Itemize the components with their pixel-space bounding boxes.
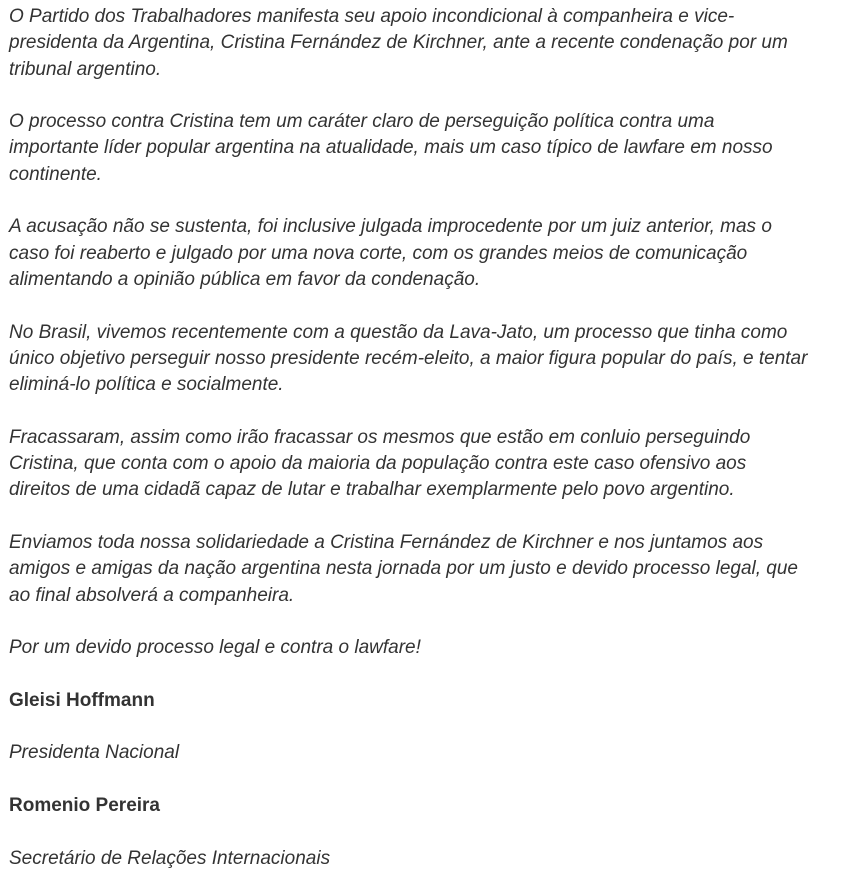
- closing-line: Por um devido processo legal e contra o lawfare!: [9, 637, 421, 659]
- signatory-name: Gleisi Hoffmann: [9, 689, 155, 711]
- paragraph: O Partido dos Trabalhadores manifesta seu apoio incondicional à companheira e vice- presidenta da Argentina, Cristina Fernández de Kirchner, ante a recente condenação por um tribunal argentino.: [9, 6, 788, 80]
- paragraph: No Brasil, vivemos recentemente com a questão da Lava-Jato, um processo que tinha como único objetivo perseguir nosso presidente recém-eleito, a maior figura popular do país, e tentar eliminá-lo política e socialmente.: [9, 321, 808, 396]
- paragraph: A acusação não se sustenta, foi inclusive julgada improcedente por um juiz anterior, mas o caso foi reaberto e julgado por uma nova corte, com os grandes meios de comunicação alimentando a opinião pública em favor da condenação.: [9, 216, 772, 290]
- signatory-name: Romenio Pereira: [9, 794, 160, 816]
- signatory-role: Presidenta Nacional: [9, 742, 180, 764]
- paragraph: O processo contra Cristina tem um caráter claro de perseguição política contra uma importante líder popular argentina na atualidade, mais um caso típico de lawfare em nosso continente.: [9, 111, 773, 185]
- signatory-role: Secretário de Relações Internacionais: [9, 847, 331, 869]
- paragraph: Enviamos toda nossa solidariedade a Cristina Fernández de Kirchner e nos juntamos aos amigos e amigas da nação argentina nesta jornada por um justo e devido processo legal, que ao final absolverá a companheira.: [9, 531, 799, 606]
- paragraph: Fracassaram, assim como irão fracassar os mesmos que estão em conluio perseguindo Cristina, que conta com o apoio da maioria da população contra este caso ofensivo aos direitos de uma cidadã capaz de lutar e trabalhar exemplarmente pelo povo argentino.: [9, 426, 751, 501]
